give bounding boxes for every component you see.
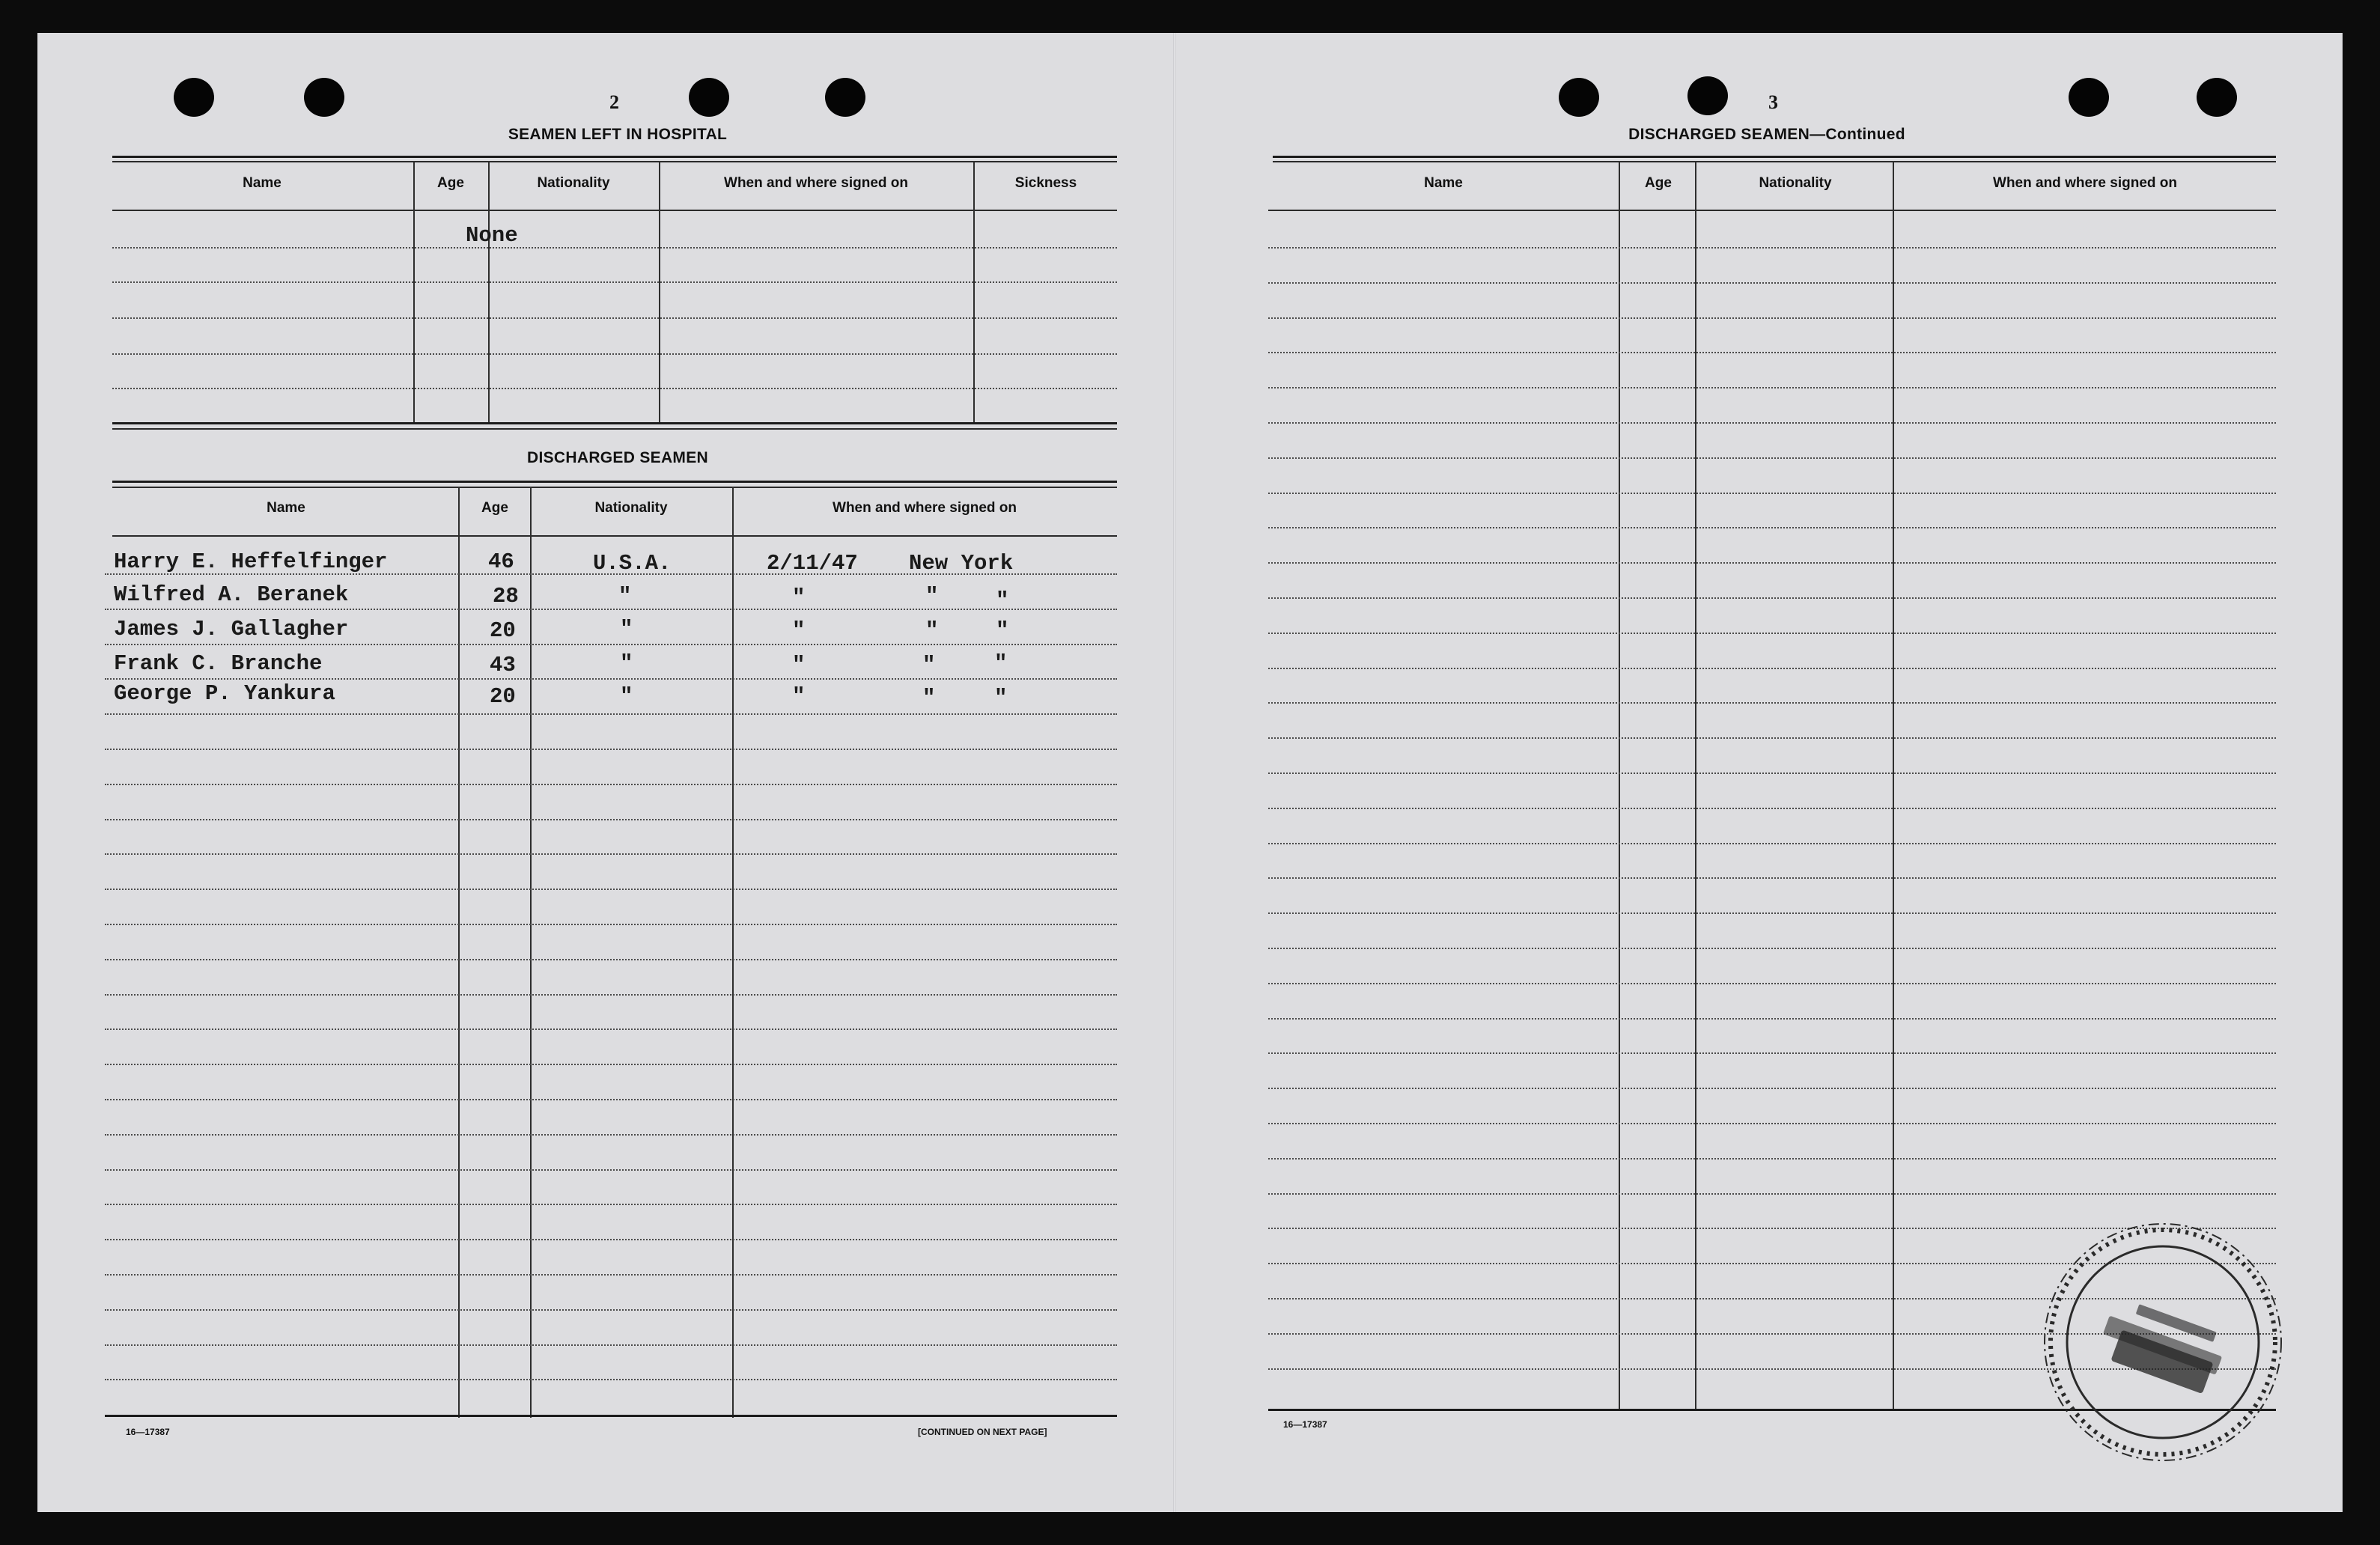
hospital-row-line xyxy=(112,317,1117,319)
form-row-line xyxy=(1268,1088,2276,1089)
row-date: " xyxy=(792,684,806,709)
form-row-line xyxy=(105,678,1117,680)
continued-top-rule-inner xyxy=(1273,161,2276,162)
continued-note: [CONTINUED ON NEXT PAGE] xyxy=(918,1427,1047,1437)
hospital-row-line xyxy=(112,281,1117,283)
form-row-line xyxy=(105,1134,1117,1136)
row-ditto: " xyxy=(996,618,1009,643)
continued-header-rule xyxy=(1268,210,2276,211)
form-row-line xyxy=(105,1309,1117,1311)
continued-col-divider xyxy=(1695,161,1696,1411)
hospital-bottom-rule-inner xyxy=(112,428,1117,430)
hospital-col-divider xyxy=(413,161,415,424)
form-row-line xyxy=(1268,912,2276,914)
row-age: 46 xyxy=(488,549,514,574)
row-nationality: " xyxy=(620,684,633,709)
row-nationality: " xyxy=(620,651,633,676)
discharged-col-divider xyxy=(530,487,532,1418)
discharged-header-rule xyxy=(112,535,1117,537)
form-row-line xyxy=(1268,422,2276,424)
discharged-col-divider xyxy=(458,487,460,1418)
continued-col-divider xyxy=(1893,161,1894,1411)
form-row-line xyxy=(105,1204,1117,1205)
row-ditto: " xyxy=(994,686,1008,710)
row-age: 20 xyxy=(490,684,516,709)
punch-hole xyxy=(174,78,214,117)
hospital-row-line xyxy=(112,247,1117,249)
form-row-line xyxy=(105,784,1117,785)
row-name: Wilfred A. Beranek xyxy=(114,582,349,607)
row-age: 20 xyxy=(490,618,516,643)
official-stamp xyxy=(2038,1217,2288,1467)
form-row-line xyxy=(1268,702,2276,704)
row-name: James J. Gallagher xyxy=(114,617,349,642)
continued-header-age: Age xyxy=(1645,175,1672,191)
form-row-line xyxy=(1268,597,2276,599)
form-row-line xyxy=(105,1239,1117,1240)
form-row-line xyxy=(1268,843,2276,844)
punch-hole xyxy=(2197,78,2237,117)
form-row-line xyxy=(1268,1123,2276,1124)
row-place: " xyxy=(925,618,939,643)
form-row-line xyxy=(105,644,1117,645)
page-number-right: 3 xyxy=(1768,91,1778,113)
form-row-line xyxy=(105,1029,1117,1030)
form-row-line xyxy=(105,713,1117,715)
discharged-col-divider xyxy=(732,487,734,1418)
form-row-line xyxy=(105,1064,1117,1065)
form-row-line xyxy=(105,959,1117,960)
hospital-header-signed-on: When and where signed on xyxy=(724,175,908,191)
form-row-line xyxy=(105,889,1117,890)
discharged-header-age: Age xyxy=(481,500,508,516)
form-row-line xyxy=(105,853,1117,855)
form-number-right: 16—17387 xyxy=(1283,1419,1327,1430)
continued-header-name: Name xyxy=(1424,175,1463,191)
hospital-row-line xyxy=(112,388,1117,389)
form-row-line xyxy=(1268,633,2276,634)
row-place: " xyxy=(925,584,939,609)
form-row-line xyxy=(105,1169,1117,1171)
continued-col-divider xyxy=(1619,161,1620,1411)
continued-header-signed-on: When and where signed on xyxy=(1993,175,2177,191)
discharged-section-title: DISCHARGED SEAMEN xyxy=(527,449,708,466)
hospital-col-divider xyxy=(973,161,975,424)
row-place: New York xyxy=(909,551,1014,576)
row-ditto: " xyxy=(996,588,1009,613)
hospital-entry: None xyxy=(466,223,518,248)
continued-top-rule xyxy=(1273,156,2276,158)
row-name: George P. Yankura xyxy=(114,681,335,706)
row-ditto: " xyxy=(994,651,1008,676)
form-row-line xyxy=(105,609,1117,610)
hospital-section-title: SEAMEN LEFT IN HOSPITAL xyxy=(508,126,728,143)
form-row-line xyxy=(1268,493,2276,494)
punch-hole xyxy=(689,78,729,117)
form-row-line xyxy=(1268,668,2276,669)
discharged-bottom-rule xyxy=(105,1415,1117,1417)
form-row-line xyxy=(1268,877,2276,879)
hospital-col-divider xyxy=(488,161,490,424)
hospital-header-sickness: Sickness xyxy=(1014,175,1077,191)
hospital-header-age: Age xyxy=(437,175,464,191)
form-row-line xyxy=(1268,983,2276,984)
hospital-header-rule xyxy=(112,210,1117,211)
form-row-line xyxy=(105,994,1117,996)
form-row-line xyxy=(1268,352,2276,353)
form-row-line xyxy=(105,1344,1117,1346)
hospital-col-divider xyxy=(659,161,660,424)
form-row-line xyxy=(1268,562,2276,564)
row-age: 43 xyxy=(490,653,516,677)
form-row-line xyxy=(1268,282,2276,284)
row-place: " xyxy=(922,686,936,710)
discharged-header-signed-on: When and where signed on xyxy=(833,500,1017,516)
hospital-header-nationality: Nationality xyxy=(537,175,610,191)
form-row-line xyxy=(1268,808,2276,809)
punch-hole xyxy=(825,78,865,117)
continued-title-suffix: —Continued xyxy=(1810,126,1905,143)
row-nationality: " xyxy=(618,584,632,609)
row-name: Harry E. Heffelfinger xyxy=(114,549,388,574)
hospital-top-rule-inner xyxy=(112,161,1117,162)
hospital-bottom-rule xyxy=(112,422,1117,424)
form-row-line xyxy=(105,819,1117,820)
row-place: " xyxy=(922,653,936,677)
row-date: " xyxy=(792,618,806,643)
form-row-line xyxy=(1268,772,2276,774)
discharged-top-rule-inner xyxy=(112,487,1117,488)
form-row-line xyxy=(1268,1052,2276,1054)
row-nationality: " xyxy=(620,617,633,642)
page-number-left: 2 xyxy=(609,91,619,113)
continued-header-nationality: Nationality xyxy=(1759,175,1832,191)
discharged-header-nationality: Nationality xyxy=(594,500,668,516)
form-row-line xyxy=(105,924,1117,925)
form-row-line xyxy=(1268,948,2276,949)
punch-hole xyxy=(2069,78,2109,117)
discharged-header-name: Name xyxy=(267,500,305,516)
form-row-line xyxy=(1268,1193,2276,1195)
row-name: Frank C. Branche xyxy=(114,651,323,676)
row-date: " xyxy=(792,653,806,677)
discharged-top-rule xyxy=(112,481,1117,483)
punch-hole xyxy=(1559,78,1599,117)
form-row-line xyxy=(1268,457,2276,459)
continued-title-main: DISCHARGED SEAMEN xyxy=(1628,126,1810,143)
form-row-line xyxy=(105,1274,1117,1276)
form-row-line xyxy=(1268,387,2276,388)
form-row-line xyxy=(105,1379,1117,1380)
hospital-top-rule xyxy=(112,156,1117,158)
form-row-line xyxy=(105,749,1117,750)
form-row-line xyxy=(1268,737,2276,739)
row-age: 28 xyxy=(493,584,519,609)
form-row-line xyxy=(1268,317,2276,319)
form-row-line xyxy=(105,1099,1117,1100)
hospital-row-line xyxy=(112,353,1117,355)
row-date: 2/11/47 xyxy=(767,551,858,576)
row-date: " xyxy=(792,585,806,610)
punch-hole xyxy=(304,78,344,117)
page-fold xyxy=(1173,33,1176,1512)
continued-section-title xyxy=(1527,126,2006,144)
form-row-line xyxy=(1268,1158,2276,1159)
hospital-header-name: Name xyxy=(243,175,281,191)
form-row-line xyxy=(1268,247,2276,249)
form-row-line xyxy=(1268,1018,2276,1020)
row-nationality: U.S.A. xyxy=(593,551,672,576)
punch-hole xyxy=(1687,76,1728,115)
form-row-line xyxy=(1268,527,2276,528)
form-number-left: 16—17387 xyxy=(126,1427,170,1437)
